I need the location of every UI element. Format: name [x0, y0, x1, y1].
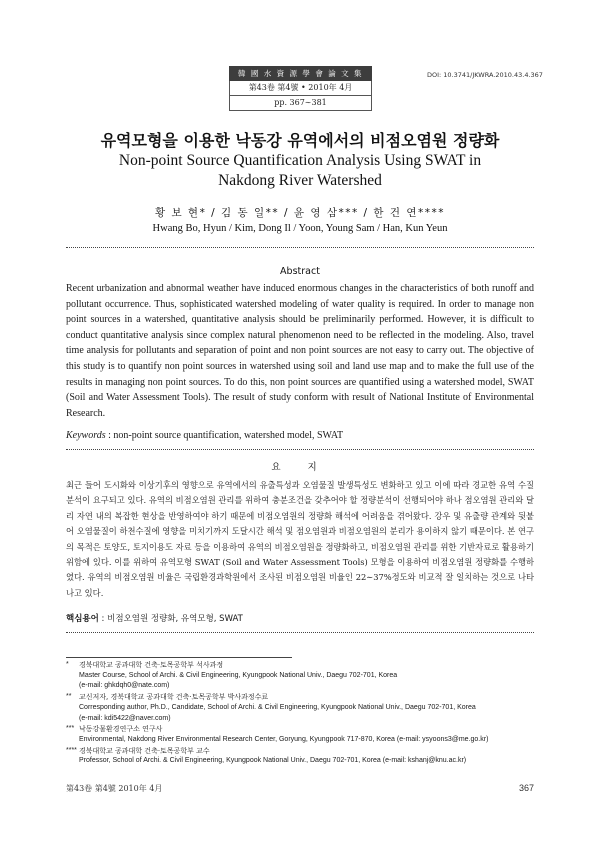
footnote-korean: 경북대학교 공과대학 건축·토목공학부 교수	[79, 746, 210, 755]
footnote-mark: ***	[66, 725, 75, 733]
footnote-english: Environmental, Nakdong River Environmental Research Center, Goryung, Kyungpook 717-870, Korea (e-mail: ysyoons3@me.go.kr)	[79, 735, 489, 743]
footnote-email[interactable]: (e-mail: ghkdqh0@nate.com)	[79, 682, 170, 690]
footnotes	[66, 660, 534, 767]
korean-abstract-heading: 요 지	[271, 462, 329, 473]
korean-keywords-text: 비점오염원 정량화, 유역모형, SWAT	[107, 614, 243, 624]
page-footer-journal: 第43卷 第4號 2010年 4月	[66, 784, 163, 793]
footnote-english: Professor, School of Archi. & Civil Engineering, Kyungpook National Univ., Daegu 702-701, Korea (e-mail: kshanj@knu.ac.kr)	[79, 757, 467, 765]
korean-abstract-text: 최근 들어 도시화와 이상기후의 영향으로 유역에서의 유출특성과 오염물질 발생특성도 변화하고 있고 이에 따라 경교한 유역 수질분석이 요구되고 있다. 유역의 비점오염원 관리를 위하여 충분조건을 갖추어야 할 정량분석이 선행되어야 하나 점오염원 관리와 달리 자연 내의 복잡한 현상을 반영하여야 하기 때문에 비점오염원의 정량화 해석에 어려움을 겪어왔다. 강우 및 유출량 관계와 뒷붙어 오염물질이 하천수질에 영향을 미치기까지 도달시간 해석 및 점오염원과 비점오염원의 분리가 용이하지 않기 때문이다. 본 연구의 목적은 토양도, 토지이용도 자료 등을 이용하여 유역의 비점오염원을 정량화하고, 비점오염원 관리를 위한 기반자료로 활용하기 위함에 있다. 이를 위하여 유역모형 SWAT (Soil and Water Assessment Tools) 모형을 이용하여 비점오염원 정량화를 수행하였다. 유역의 비점오염원 비율은 국립환경과학원에서 조사된 비점오염원 비율인 22∼37%정도와 비교적 잘 일치하는 것으로 나타나고 있다.	[66, 480, 534, 598]
divider-middle	[66, 449, 534, 450]
footnote-mark: ****	[66, 746, 77, 754]
divider-bottom	[66, 632, 534, 633]
footnote-korean: 교신저자, 경북대학교 공과대학 건축·토목공학부 박사과정수료	[79, 693, 269, 702]
keywords-label: Keywords	[66, 430, 106, 441]
keywords-separator: :	[105, 430, 114, 441]
doi[interactable]: DOI: 10.3741/JKWRA.2010.43.4.367	[427, 71, 543, 79]
korean-keywords-label: 핵심용어	[66, 614, 99, 624]
footnote-english: Corresponding author, Ph.D., Candidate, School of Archi. & Civil Engineering, Kyungpook National Univ., Daegu 702-701, Korea	[79, 703, 476, 711]
keywords	[66, 430, 534, 441]
divider-top	[66, 247, 534, 248]
footnote-english: Master Course, School of Archi. & Civil Engineering, Kyungpook National Univ., Daegu 702-701, Korea	[79, 671, 398, 679]
keywords-text: non-point source quantification, watershed model, SWAT	[113, 430, 344, 441]
korean-keywords	[66, 612, 534, 624]
footnote-korean: 경북대학교 공과대학 건축·토목공학부 석사과정	[79, 661, 224, 669]
title-korean: 유역모형을 이용한 낙동강 유역에서의 비점오염원 정량화	[100, 131, 500, 150]
journal-volume: 第43卷 第4號 • 2010年 4月	[229, 81, 372, 96]
footnote-item	[66, 746, 534, 767]
korean-keywords-separator: :	[98, 614, 108, 624]
title-english-line2: Nakdong River Watershed	[218, 172, 382, 189]
footnote-mark: **	[66, 693, 72, 701]
footnote-item	[66, 692, 534, 724]
journal-pages: pp. 367∼381	[229, 96, 372, 111]
journal-info-box	[229, 66, 372, 111]
page-number: 367	[518, 783, 534, 793]
footnote-item	[66, 724, 534, 745]
authors-korean: 황 보 현* / 김 동 일** / 윤 영 삼*** / 한 건 연****	[154, 207, 446, 219]
footnote-item	[66, 660, 534, 692]
footnote-korean: 낙동강물환경연구소 연구사	[79, 725, 163, 734]
footnote-rule	[66, 657, 292, 658]
title-english-line1: Non-point Source Quantification Analysis Using SWAT in	[118, 152, 482, 169]
authors-english: Hwang Bo, Hyun / Kim, Dong Il / Yoon, Young Sam / Han, Kun Yeun	[152, 223, 448, 234]
journal-name: 韓 國 水 資 源 學 會 論 文 集	[229, 66, 372, 81]
footnote-email[interactable]: (e-mail: kdi5422@naver.com)	[79, 714, 171, 722]
abstract-heading: Abstract	[280, 266, 320, 277]
footnote-mark: *	[66, 661, 69, 668]
abstract-text: Recent urbanization and abnormal weather have induced enormous changes in the characteristics of both runoff and pollutant occurrence. Thus, sophisticated watershed modeling of water quality is required. In order to manage non point sources in a watershed, quantitative analysis should be preliminarily performed. However, it is difficult to conduct quantitative analysis since complex natural phenomenon need to be reflected in the modeling. Also, travel time analysis for pollutants and separation of point and non point sources are not easy to carry out. The objective of this study is to quantify non point sources in watershed using soil and land use map and to make the full use of the results in managing non point sources. To do this, non point sources are quantified using a watershed model, SWAT (Soil and Water Assessment Tools). The result of study conform with result of National Institute of Environmental Research.	[66, 283, 534, 419]
title-english	[0, 151, 600, 191]
